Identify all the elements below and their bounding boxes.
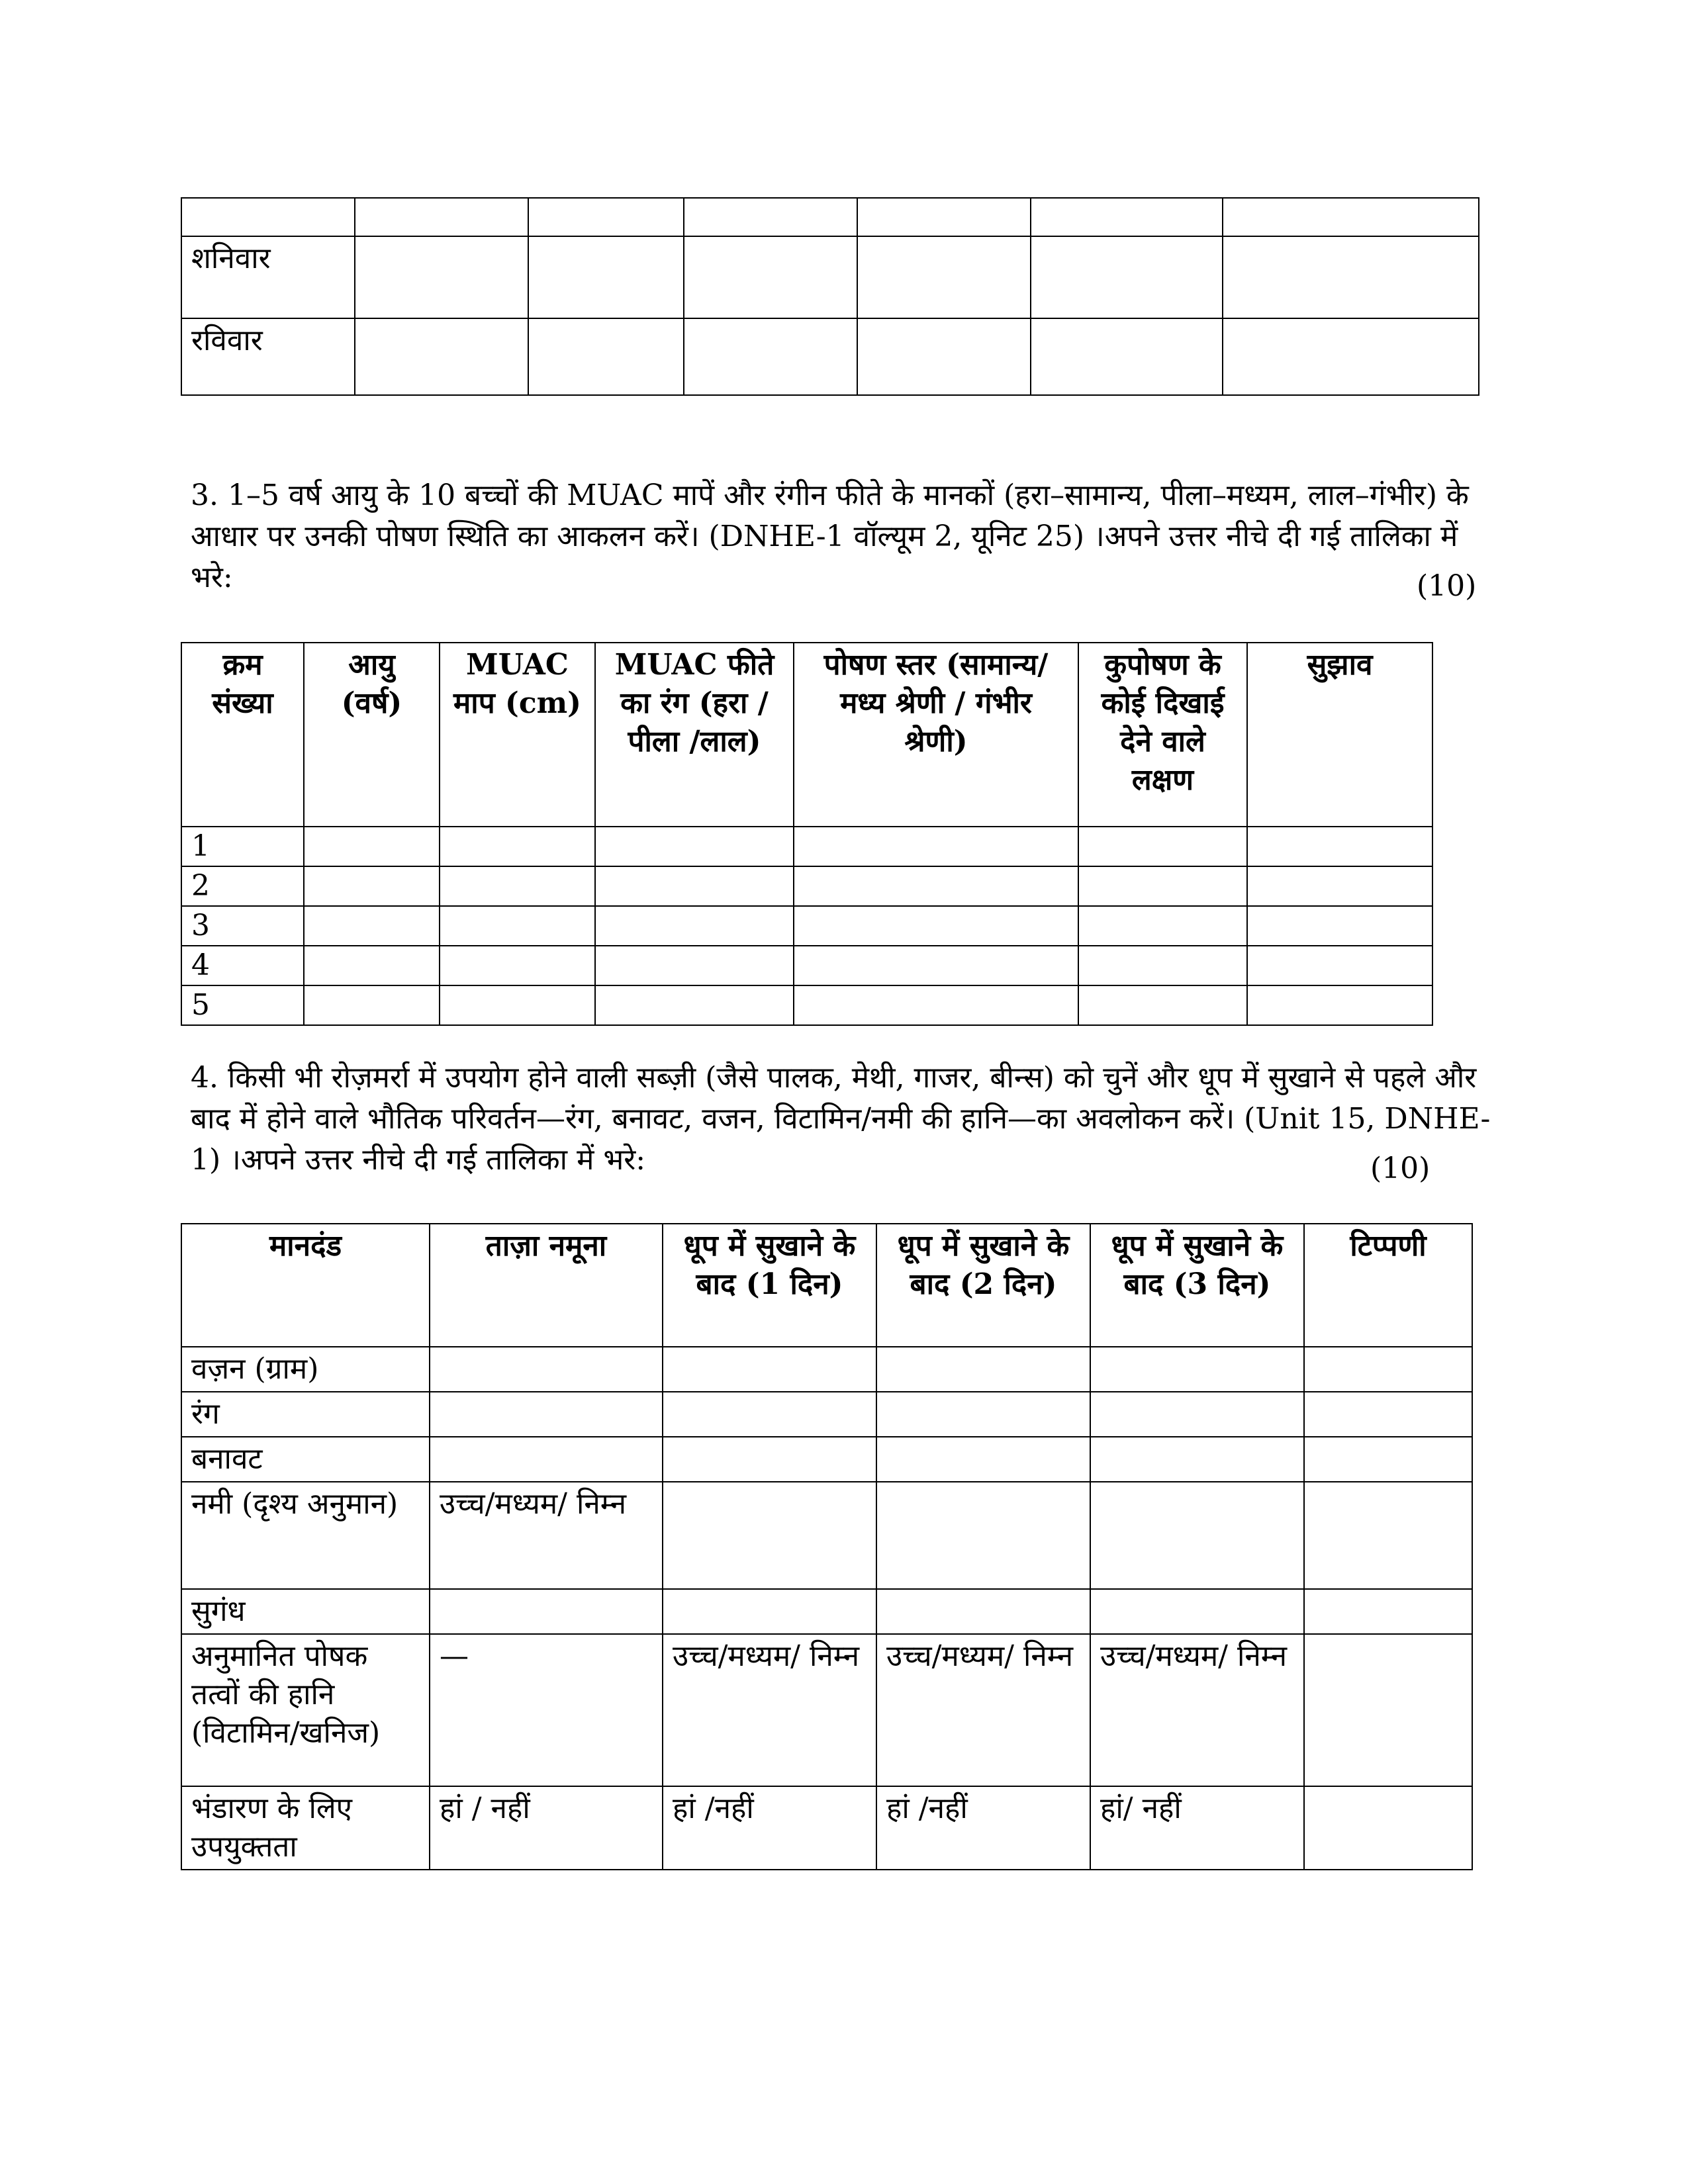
serial-cell: 1 [181, 827, 304, 866]
weekly-table [181, 197, 1479, 396]
table-row [181, 1392, 1472, 1437]
q4-line-1: 4. किसी भी रोज़मर्रा में उपयोग होने वाली सब्ज़ी (जैसे पालक, मेथी, गाजर, बीन्स) को चुनें और धूप में सुखाने से पहले और [191, 1061, 1477, 1095]
q4-marks: (10) [1370, 1152, 1430, 1185]
criterion-cell: नमी (दृश्य अनुमान) [181, 1482, 430, 1589]
day-cell [181, 198, 355, 236]
q4-line-2: बाद में होने वाले भौतिक परिवर्तन—रंग, बनावट, वजन, विटामिन/नमी की हानि—का अवलोकन करें। (Unit 15, DNHE- [191, 1102, 1491, 1136]
muac-table [181, 642, 1433, 1026]
table-row [181, 827, 1432, 866]
col-header-remarks: टिप्पणी [1304, 1224, 1472, 1347]
table-row [181, 1589, 1472, 1634]
table-row [181, 1347, 1472, 1392]
q4-line-3: 1) ।अपने उत्तर नीचे दी गई तालिका में भरे: [191, 1143, 646, 1177]
header-row [181, 1224, 1472, 1347]
col-header-tape-color: MUAC फीते का रंग (हरा /पीला /लाल) [595, 643, 794, 827]
table-row: नमी (दृश्य अनुमान) उच्च/मध्यम/ निम्न [181, 1482, 1472, 1589]
question-3-text [191, 475, 1568, 598]
col-header-day1: धूप में सुखाने के बाद (1 दिन) [663, 1224, 876, 1347]
q3-line-3: भरे: [191, 561, 233, 594]
criterion-cell: बनावट [181, 1437, 430, 1482]
serial-cell: 4 [181, 946, 304, 985]
day-cell: रविवार [181, 318, 355, 395]
day-cell: शनिवार [181, 236, 355, 318]
col-header-nutrition-status: पोषण स्तर (सामान्य/ मध्य श्रेणी / गंभीर श्रेणी) [794, 643, 1078, 827]
q3-line-1: 3. 1–5 वर्ष आयु के 10 बच्चों की MUAC मापें और रंगीन फीते के मानकों (हरा–सामान्य, पीला–मध्यम, लाल–गंभीर) के [191, 478, 1469, 512]
col-header-day3: धूप में सुखाने के बाद (3 दिन) [1090, 1224, 1304, 1347]
table-row [181, 946, 1432, 985]
criterion-cell: अनुमानित पोषक तत्वों की हानि (विटामिन/खनिज) [181, 1634, 430, 1786]
drying-table [181, 1223, 1473, 1870]
q3-marks: (10) [1417, 569, 1477, 603]
table-row: भंडारण के लिए उपयुक्तता हां / नहीं हां /नहीं हां /नहीं हां/ नहीं [181, 1786, 1472, 1870]
col-header-symptoms: कुपोषण के कोई दिखाई देने वाले लक्षण [1078, 643, 1247, 827]
col-header-fresh: ताज़ा नमूना [430, 1224, 663, 1347]
table-row [181, 1437, 1472, 1482]
header-row [181, 643, 1432, 827]
col-header-muac: MUAC माप (cm) [440, 643, 595, 827]
table-row [181, 198, 1479, 236]
criterion-cell: सुगंध [181, 1589, 430, 1634]
table-row [181, 236, 1479, 318]
serial-cell: 5 [181, 985, 304, 1025]
table-row [181, 985, 1432, 1025]
criterion-cell: रंग [181, 1392, 430, 1437]
serial-cell: 3 [181, 906, 304, 946]
criterion-cell: वज़न (ग्राम) [181, 1347, 430, 1392]
question-4-text [191, 1058, 1568, 1181]
criterion-cell: भंडारण के लिए उपयुक्तता [181, 1786, 430, 1870]
table-row: अनुमानित पोषक तत्वों की हानि (विटामिन/खनिज) — उच्च/मध्यम/ निम्न उच्च/मध्यम/ निम्न उच्च/मध्यम/ निम्न [181, 1634, 1472, 1786]
col-header-age: आयु (वर्ष) [304, 643, 440, 827]
col-header-suggestion: सुझाव [1247, 643, 1432, 827]
table-row [181, 318, 1479, 395]
col-header-criterion: मानदंड [181, 1224, 430, 1347]
table-row [181, 866, 1432, 906]
col-header-serial: क्रम संख्या [181, 643, 304, 827]
col-header-day2: धूप में सुखाने के बाद (2 दिन) [876, 1224, 1090, 1347]
serial-cell: 2 [181, 866, 304, 906]
q3-line-2: आधार पर उनकी पोषण स्थिति का आकलन करें। (DNHE-1 वॉल्यूम 2, यूनिट 25) ।अपने उत्तर नीचे दी गई तालिका में [191, 520, 1458, 553]
table-row [181, 906, 1432, 946]
